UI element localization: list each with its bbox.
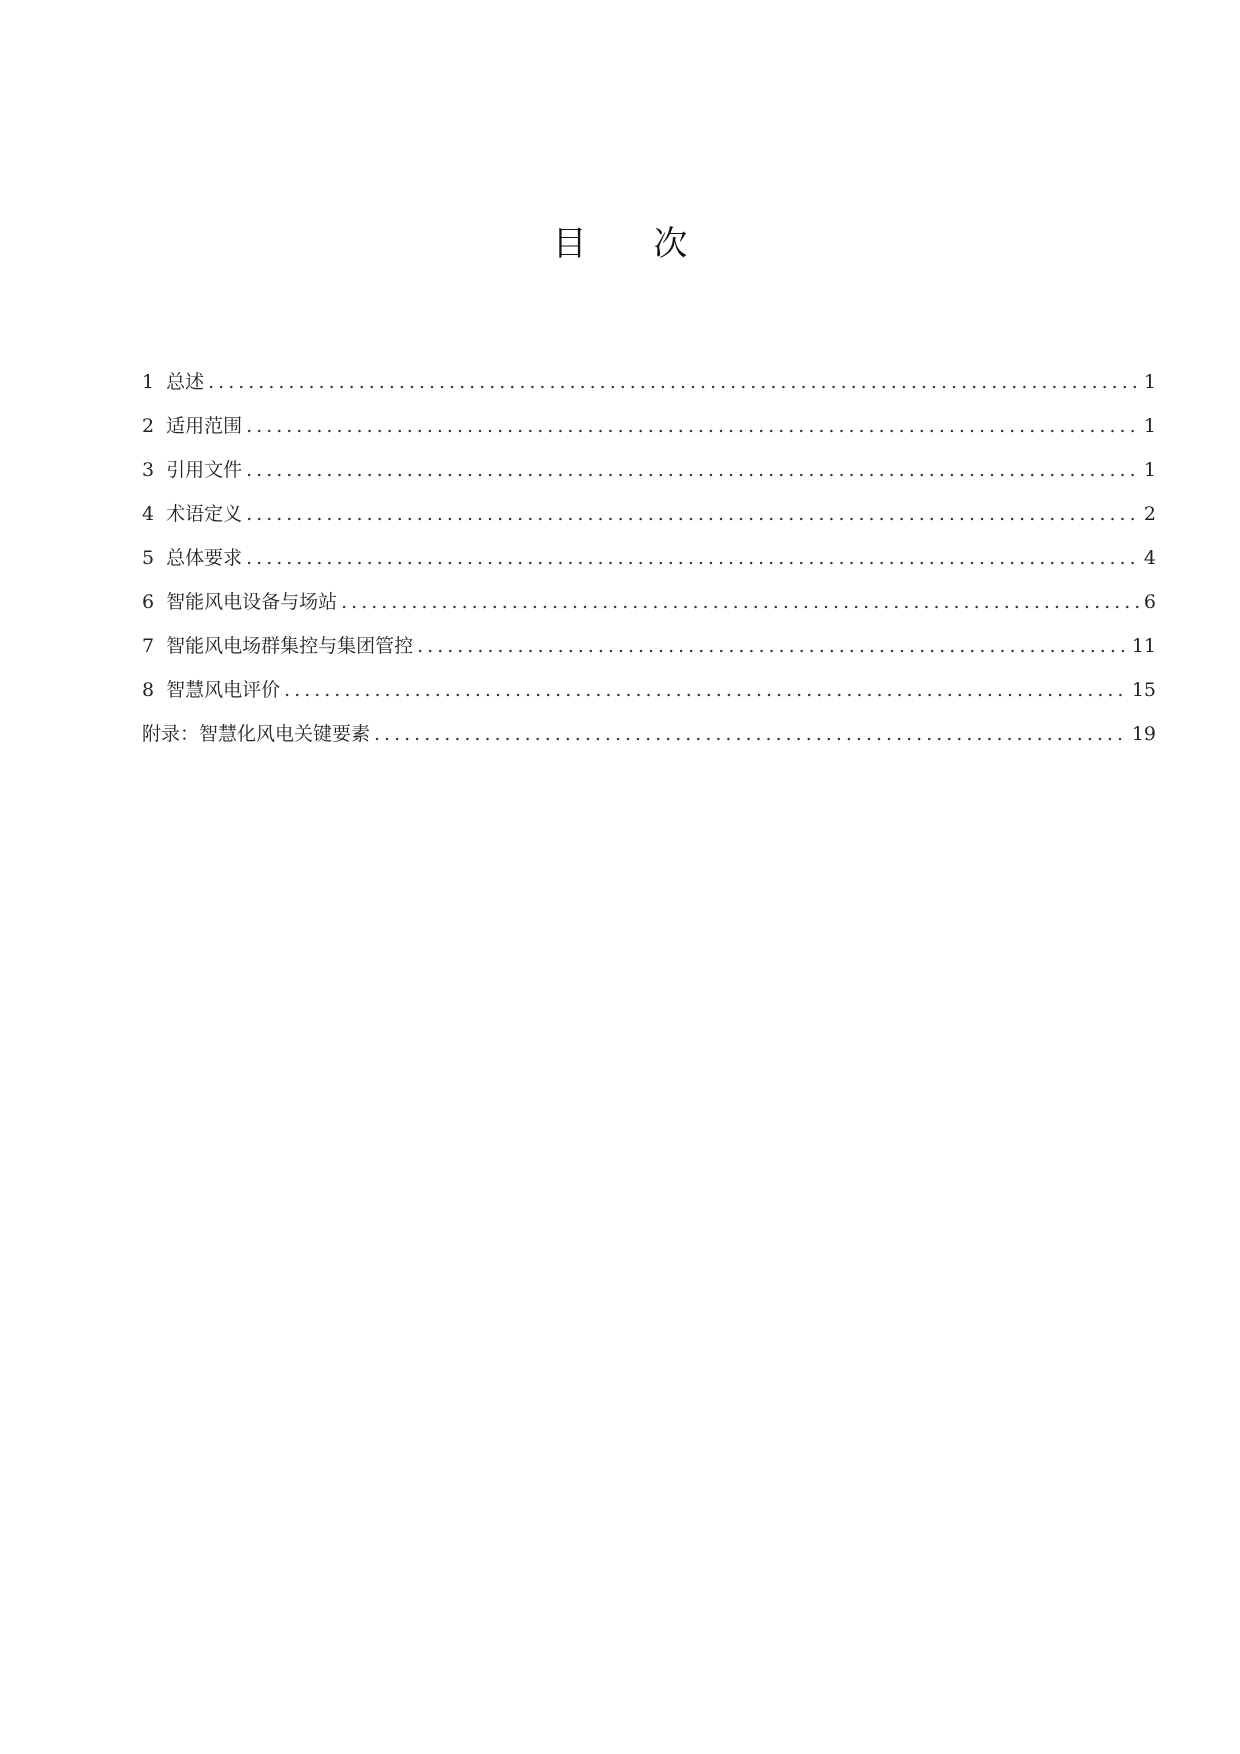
toc-dot-leader (284, 668, 1128, 712)
toc-entry-number: 6 (142, 591, 155, 613)
toc-entry-number: 4 (142, 503, 155, 525)
table-of-contents (142, 360, 1156, 756)
toc-entry-page: 15 (1131, 679, 1156, 701)
toc-dot-leader (341, 580, 1140, 624)
toc-dot-leader (208, 360, 1140, 404)
toc-dot-leader (417, 624, 1128, 668)
toc-entry-number: 3 (142, 459, 155, 481)
toc-entry[interactable] (142, 536, 1156, 580)
toc-entry[interactable] (142, 624, 1156, 668)
toc-entry[interactable] (142, 360, 1156, 404)
toc-entry-label: 术语定义 (166, 503, 243, 525)
toc-entry-label: 附录：智慧化风电关键要素 (142, 723, 371, 745)
toc-entry-page: 1 (1143, 371, 1156, 393)
toc-entry-label: 智能风电设备与场站 (166, 591, 338, 613)
toc-entry-label: 总述 (166, 371, 205, 393)
toc-entry-page: 19 (1131, 723, 1156, 745)
toc-entry-number: 2 (142, 415, 155, 437)
page-title: 目 次 (552, 224, 716, 264)
toc-entry-label: 适用范围 (166, 415, 243, 437)
toc-entry-page: 6 (1143, 591, 1156, 613)
toc-entry-number: 5 (142, 547, 155, 569)
toc-entry-number: 1 (142, 371, 155, 393)
toc-entry-page: 4 (1143, 547, 1156, 569)
toc-entry-page: 1 (1143, 459, 1156, 481)
toc-entry-label: 引用文件 (166, 459, 243, 481)
toc-dot-leader (246, 536, 1140, 580)
toc-entry[interactable] (142, 668, 1156, 712)
toc-dot-leader (246, 492, 1140, 536)
toc-entry-page: 1 (1143, 415, 1156, 437)
toc-entry-number: 7 (142, 635, 155, 657)
toc-dot-leader (246, 448, 1140, 492)
toc-entry-label: 总体要求 (166, 547, 243, 569)
toc-entry-label: 智能风电场群集控与集团管控 (166, 635, 414, 657)
toc-entry-appendix[interactable] (142, 712, 1156, 756)
toc-entry[interactable] (142, 404, 1156, 448)
toc-entry-label: 智慧风电评价 (166, 679, 281, 701)
toc-entry[interactable] (142, 448, 1156, 492)
toc-entry-page: 2 (1143, 503, 1156, 525)
toc-dot-leader (246, 404, 1140, 448)
toc-entry[interactable] (142, 580, 1156, 624)
toc-entry-page: 11 (1131, 635, 1156, 657)
toc-entry-number: 8 (142, 679, 155, 701)
toc-dot-leader (374, 712, 1128, 756)
toc-entry[interactable] (142, 492, 1156, 536)
